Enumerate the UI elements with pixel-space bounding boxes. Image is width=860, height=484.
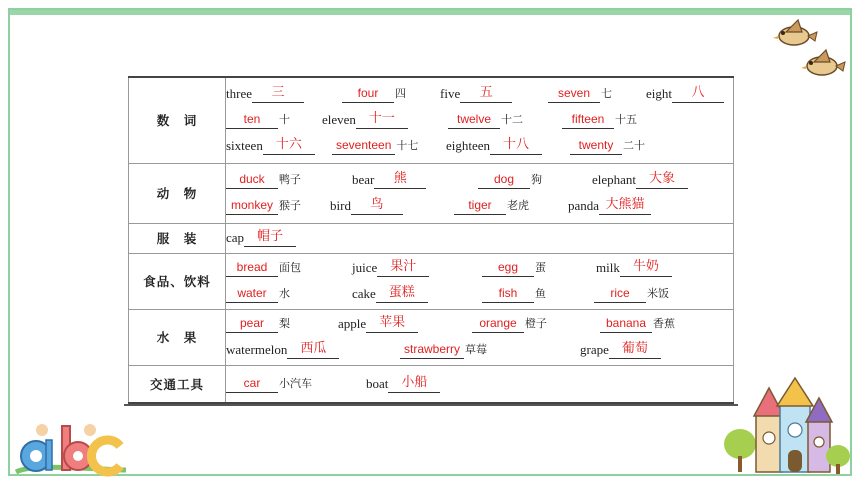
vocabulary-table [128,76,734,404]
vocab-line [226,107,733,133]
words-cell [226,163,734,223]
english-word: eight [646,86,672,102]
vocab-item [472,314,547,333]
english-word: bear [352,172,375,187]
english-word: cake [352,286,376,301]
vocab-item [580,340,661,359]
vocab-item [226,110,290,129]
table-row [129,365,734,403]
answer-blank: seventeen [332,136,395,155]
answer-blank: monkey [226,196,278,215]
english-word: elephant [592,172,637,187]
answer-blank: strawberry [400,340,464,359]
vocab-item [478,170,542,189]
vocab-item [562,110,637,129]
table-row [129,253,734,309]
answer-blank: 帽子 [244,228,296,247]
english-word: five [440,86,461,102]
vocab-item [352,284,428,303]
answer-blank: 五 [460,84,512,103]
answer-blank: ten [226,110,278,129]
answer-blank: 八 [672,84,724,103]
vocab-item [342,84,406,103]
vocab-line [226,167,733,193]
answer-blank: 蛋糕 [376,284,428,303]
chinese-meaning: 猴子 [279,199,301,212]
vocab-item [322,110,408,129]
answer-blank: 三 [252,84,304,103]
answer-blank: water [226,284,278,303]
words-cell [226,77,734,163]
vocab-item [482,258,546,277]
answer-blank: bread [226,258,278,277]
chinese-meaning: 鱼 [535,287,546,300]
answer-blank: 熊 [374,170,426,189]
chinese-meaning: 香蕉 [653,317,675,330]
category-cell: 动 物 [129,163,226,223]
vocab-item [448,110,523,129]
english-word: milk [596,260,620,275]
table-row [129,77,734,163]
answer-blank: 十八 [490,136,542,155]
vocab-item [226,374,312,393]
vocab-item [226,284,290,303]
answer-blank: fifteen [562,110,614,129]
english-word: sixteen [226,138,263,154]
vocab-item [594,284,669,303]
english-word: three [226,86,252,102]
answer-blank: car [226,374,278,393]
chinese-meaning: 面包 [279,261,301,274]
words-cell [226,365,734,403]
answer-blank: pear [226,314,278,333]
english-word: apple [338,316,367,331]
answer-blank: seven [548,84,600,103]
answer-blank: 大熊猫 [599,196,651,215]
vocab-item [446,136,542,155]
top-border-line [10,10,850,15]
vocab-item [226,228,296,247]
vocab-item [338,314,418,333]
english-word: bird [330,198,351,213]
category-cell: 交通工具 [129,365,226,403]
vocab-line [226,371,733,397]
chinese-meaning: 十 [279,113,290,127]
vocab-item [226,314,290,333]
vocab-item [548,84,612,103]
answer-blank: twelve [448,110,500,129]
vocab-line [226,81,733,107]
answer-blank: banana [600,314,652,333]
chinese-meaning: 狗 [531,173,542,186]
answer-blank: 苹果 [366,314,418,333]
chinese-meaning: 十五 [615,113,637,127]
chinese-meaning: 橙子 [525,317,547,330]
answer-blank: tiger [454,196,506,215]
vocab-item [226,84,304,103]
vocab-item [482,284,546,303]
chinese-meaning: 十二 [501,113,523,127]
chinese-meaning: 梨 [279,317,290,330]
chinese-meaning: 草莓 [465,343,488,356]
english-word: juice [352,260,378,275]
chinese-meaning: 七 [601,87,612,101]
vocab-item [330,196,403,215]
answer-blank: 十六 [263,136,315,155]
vocab-line [226,255,733,281]
vocab-line [226,281,733,307]
answer-blank: 牛奶 [620,258,672,277]
chinese-meaning: 小汽车 [279,376,312,390]
table-row [129,223,734,253]
answer-blank: twenty [570,136,622,155]
chinese-meaning: 十七 [396,139,419,153]
english-word: boat [366,375,389,391]
chinese-meaning: 水 [279,287,290,300]
vocab-item [226,170,301,189]
vocab-item [226,340,339,359]
vocab-line [226,337,733,363]
answer-blank: dog [478,170,530,189]
vocab-item [440,84,512,103]
answer-blank: orange [472,314,524,333]
english-word: grape [580,342,609,357]
vocab-line [226,133,733,159]
words-cell [226,223,734,253]
english-word: panda [568,198,600,213]
vocab-item [454,196,529,215]
chinese-meaning: 鸭子 [279,173,301,186]
vocab-item [568,196,651,215]
chinese-meaning: 四 [395,87,406,101]
category-cell: 数 词 [129,77,226,163]
castle-icon [722,374,852,478]
vocab-item [226,196,301,215]
vocab-line [226,225,733,251]
words-cell [226,309,734,365]
chinese-meaning: 米饭 [647,287,669,300]
vocab-item [226,136,315,155]
english-word: watermelon [226,342,288,357]
answer-blank: 葡萄 [609,340,661,359]
words-cell [226,253,734,309]
answer-blank: duck [226,170,278,189]
english-word: eleven [322,112,356,128]
vocab-item [570,136,645,155]
answer-blank: rice [594,284,646,303]
vocab-item [646,84,724,103]
abc-letters-icon [12,412,130,478]
vocab-line [226,193,733,219]
vocab-item [332,136,418,155]
category-cell: 水 果 [129,309,226,365]
answer-blank: fish [482,284,534,303]
chinese-meaning: 老虎 [507,199,529,212]
vocab-item [592,170,688,189]
english-word: cap [226,230,245,245]
english-word: eighteen [446,138,491,154]
category-cell: 服 装 [129,223,226,253]
answer-blank: egg [482,258,534,277]
answer-blank: 十一 [356,110,408,129]
answer-blank: 西瓜 [287,340,339,359]
vocab-item [226,258,301,277]
vocab-item [352,258,429,277]
answer-blank: 鸟 [351,196,403,215]
vocab-item [366,374,440,393]
answer-blank: 果汁 [377,258,429,277]
vocab-line [226,311,733,337]
answer-blank: 小船 [388,374,440,393]
category-cell: 食品、饮料 [129,253,226,309]
vocab-item [600,314,675,333]
table-row [129,163,734,223]
vocab-item [400,340,487,359]
vocab-item [596,258,672,277]
table-bottom-rule [124,404,738,406]
vocab-item [352,170,426,189]
chinese-meaning: 蛋 [535,261,546,274]
table-row [129,309,734,365]
answer-blank: four [342,84,394,103]
answer-blank: 大象 [636,170,688,189]
chinese-meaning: 二十 [623,139,645,153]
birds-icon [772,14,852,84]
